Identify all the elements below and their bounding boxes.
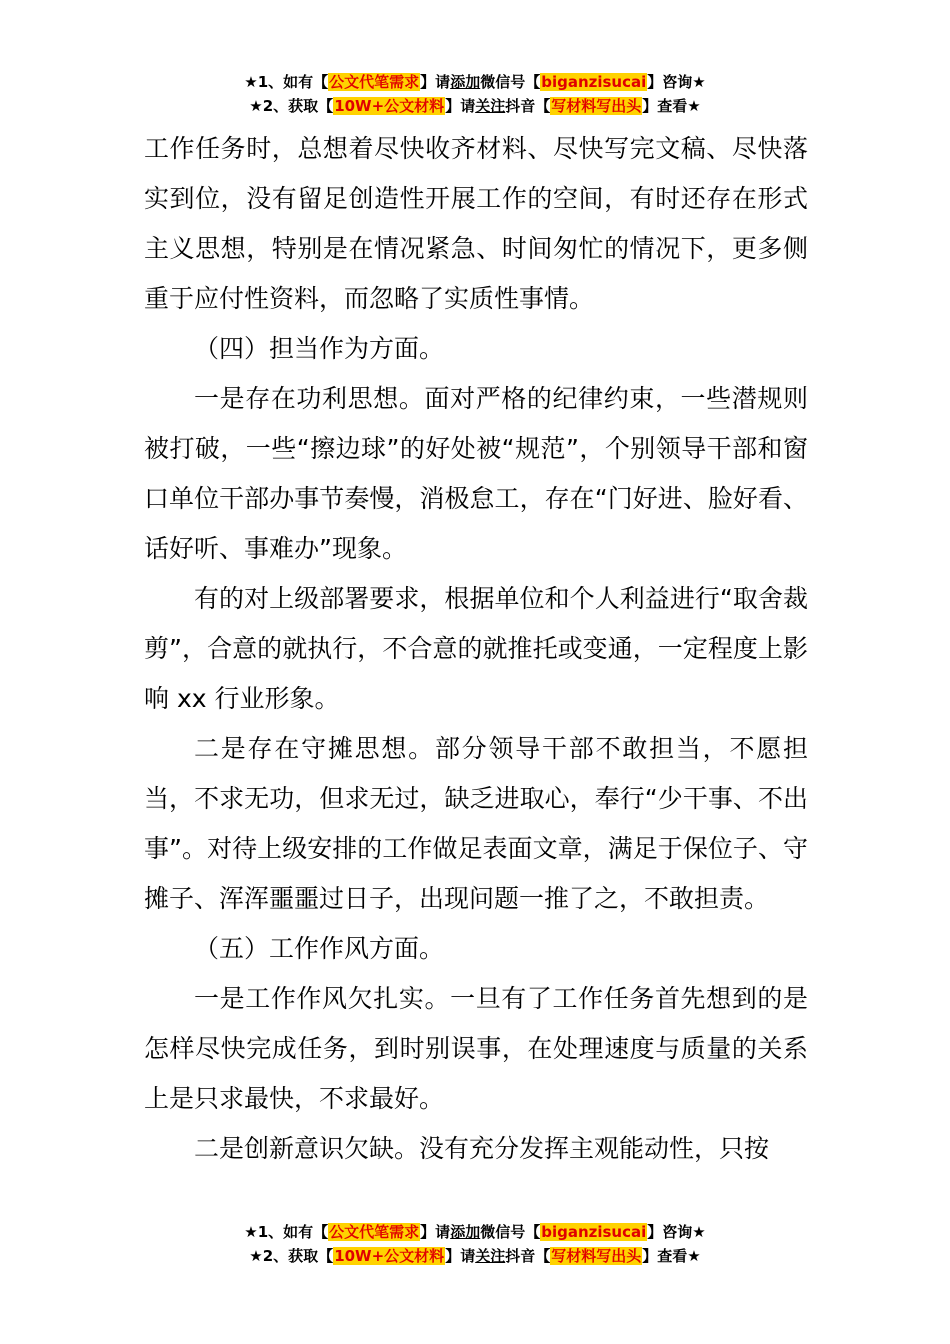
paragraph: 一是存在功利思想。面对严格的纪律约束，一些潜规则被打破，一些“擦边球”的好处被“规范”，个别领导干部和窗口单位干部办事节奏慢，消极怠工，存在“门好进、脸好看、话好听、事难办”现象。 (144, 384, 808, 563)
paragraph: 工作任务时，总想着尽快收齐材料、尽快写完文稿、尽快落实到位，没有留足创造性开展工作的空间，有时还存在形式主义思想，特别是在情况紧急、时间匆忙的情况下，更多侧重于应付性资料，而忽略了实质性事情。 (144, 134, 808, 313)
section-heading: （五）工作作风方面。 (194, 934, 445, 963)
paragraph: 二是创新意识欠缺。没有充分发挥主观能动性，只按 (194, 1134, 770, 1163)
highlight-douyin: 写材料写出头 (551, 97, 642, 115)
highlight-wechat-id: biganzisucai (541, 73, 647, 91)
paragraph: 有的对上级部署要求，根据单位和个人利益进行“取舍裁剪”，合意的就执行，不合意的就推托或变通，一定程度上影响 xx 行业形象。 (144, 584, 808, 713)
highlight-service: 公文代笔需求 (329, 73, 420, 91)
highlight-materials: 10W+公文材料 (334, 1247, 445, 1265)
highlight-service: 公文代笔需求 (329, 1223, 420, 1241)
highlight-douyin: 写材料写出头 (551, 1247, 642, 1265)
header-banner (0, 70, 950, 118)
paragraph: 一是工作作风欠扎实。一旦有了工作任务首先想到的是怎样尽快完成任务，到时别误事，在处理速度与质量的关系上是只求最快，不求最好。 (144, 984, 808, 1113)
highlight-wechat-id: biganzisucai (541, 1223, 647, 1241)
section-heading: （四）担当作为方面。 (194, 334, 445, 363)
document-body (144, 124, 808, 1174)
footer-banner (0, 1220, 950, 1268)
banner-line-2: ★2、获取【10W+公文材料】请关注抖音【写材料写出头】查看★ (249, 97, 701, 115)
banner-line-1: ★1、如有【公文代笔需求】请添加微信号【biganzisucai】咨询★ (244, 1223, 706, 1241)
highlight-materials: 10W+公文材料 (334, 97, 445, 115)
banner-line-1: ★1、如有【公文代笔需求】请添加微信号【biganzisucai】咨询★ (244, 73, 706, 91)
paragraph: 二是存在守摊思想。部分领导干部不敢担当，不愿担当，不求无功，但求无过，缺乏进取心，奉行“少干事、不出事”。对待上级安排的工作做足表面文章，满足于保位子、守摊子、浑浑噩噩过日子，出现问题一推了之，不敢担责。 (144, 734, 808, 913)
banner-line-2: ★2、获取【10W+公文材料】请关注抖音【写材料写出头】查看★ (249, 1247, 701, 1265)
